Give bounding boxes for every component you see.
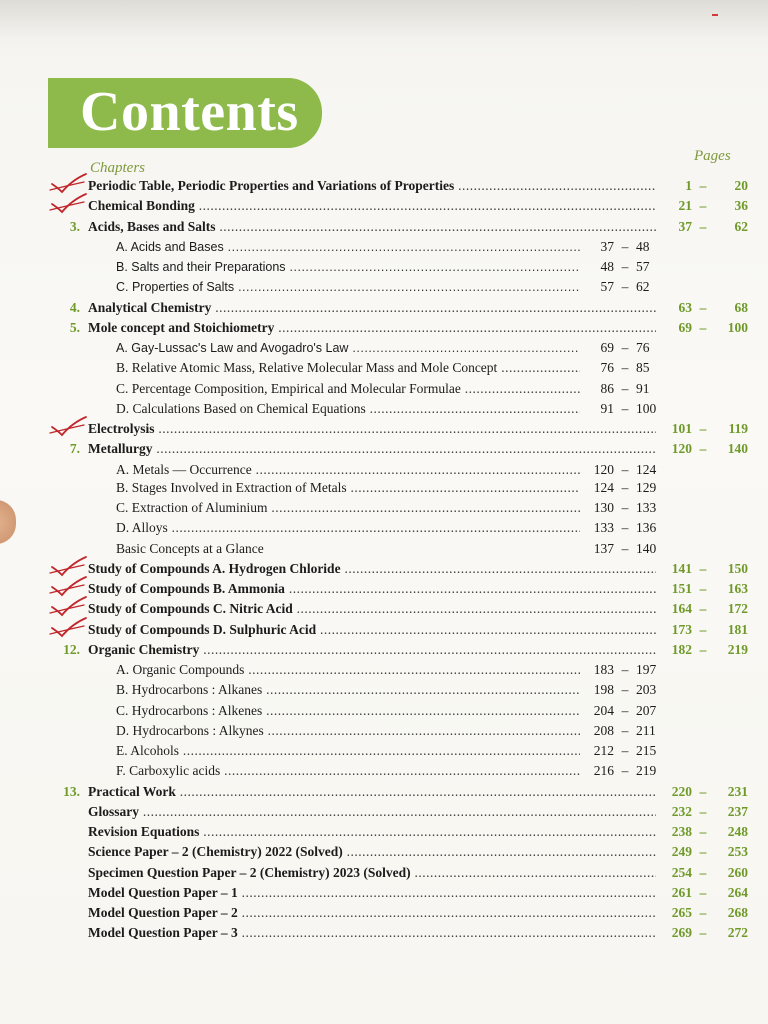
- page-range: 183 – 197: [593, 662, 657, 677]
- page-range: 101 – 119: [671, 421, 748, 436]
- toc-row: [0, 761, 768, 781]
- section-title: C. Extraction of Aluminium .....: [116, 498, 580, 518]
- section-title: Basic Concepts at a Glance: [116, 541, 264, 556]
- pen-mark: [712, 14, 718, 16]
- chapter-title: Periodic Table, Periodic Properties and Variations of Properties .....: [88, 176, 656, 196]
- page-range: 91 – 100: [600, 401, 657, 416]
- chapter-title: Study of Compounds C. Nitric Acid .....: [88, 599, 656, 619]
- toc-row: [0, 237, 768, 257]
- section-title: B. Hydrocarbons : Alkanes .....: [116, 680, 580, 700]
- chapter-title: Electrolysis .....: [88, 419, 656, 439]
- section-title: A. Acids and Bases .....: [116, 237, 580, 257]
- toc-row: [0, 257, 768, 277]
- chapter-title: Analytical Chemistry .....: [88, 298, 656, 318]
- toc-row: [0, 277, 768, 297]
- page-range: 120 – 124: [593, 462, 657, 477]
- page-range: 269 – 272: [671, 925, 748, 940]
- check-mark-icon: [46, 192, 90, 216]
- page-range: 1 – 20: [685, 178, 748, 193]
- chapter-number: 12.: [63, 642, 80, 657]
- toc-row: [0, 478, 768, 498]
- page-top-shadow: [0, 0, 768, 40]
- page-title: Contents: [80, 81, 299, 143]
- toc-row: [0, 923, 768, 943]
- toc-row: [0, 338, 768, 358]
- page-range: 164 – 172: [671, 601, 748, 616]
- toc-row: [0, 379, 768, 399]
- page-range: 265 – 268: [671, 905, 748, 920]
- chapter-title: Study of Compounds B. Ammonia .....: [88, 579, 656, 599]
- page-range: 204 – 207: [593, 703, 657, 718]
- chapters-heading: Chapters: [90, 160, 146, 176]
- page-range: 249 – 253: [671, 844, 748, 859]
- toc-row: [0, 701, 768, 721]
- toc-row: [0, 680, 768, 700]
- page-range: 238 – 248: [671, 824, 748, 839]
- toc-row: [0, 318, 768, 338]
- chapter-title: Mole concept and Stoichiometry .....: [88, 318, 656, 338]
- section-title: B. Salts and their Preparations .....: [116, 257, 580, 277]
- chapter-number: 4.: [69, 300, 80, 315]
- toc-row: [0, 196, 768, 216]
- chapter-title: Organic Chemistry .....: [88, 640, 656, 660]
- page-range: 76 – 85: [600, 360, 650, 375]
- chapter-title: Glossary .....: [88, 802, 656, 822]
- section-title: B. Stages Involved in Extraction of Metals .....: [116, 478, 580, 498]
- section-title: A. Organic Compounds .....: [116, 660, 580, 680]
- chapter-title: Model Question Paper – 2 .....: [88, 903, 656, 923]
- page-range: 86 – 91: [600, 381, 650, 396]
- page-range: 133 – 136: [593, 520, 657, 535]
- page-range: 173 – 181: [671, 622, 748, 637]
- chapter-number: 5.: [69, 320, 80, 335]
- page-range: 220 – 231: [671, 784, 748, 799]
- check-mark-icon: [46, 616, 90, 640]
- toc-row: [0, 599, 768, 619]
- toc-row: [0, 822, 768, 842]
- page-range: 37 – 48: [600, 239, 650, 254]
- chapter-title: Metallurgy .....: [88, 439, 656, 459]
- page-range: 208 – 211: [593, 723, 656, 738]
- chapter-title: Specimen Question Paper – 2 (Chemistry) 2023 (Solved) .....: [88, 863, 656, 883]
- toc-row: [0, 539, 768, 559]
- toc-row: [0, 439, 768, 459]
- chapter-title: Study of Compounds D. Sulphuric Acid .....: [88, 620, 656, 640]
- toc-row: [0, 498, 768, 518]
- page-range: 130 – 133: [593, 500, 657, 515]
- chapter-title: Model Question Paper – 1 .....: [88, 883, 656, 903]
- pages-heading: Pages: [694, 148, 731, 164]
- section-title: A. Metals — Occurrence .....: [116, 460, 580, 480]
- toc-row: [0, 782, 768, 802]
- page-range: 198 – 203: [593, 682, 657, 697]
- page-range: 37 – 62: [678, 219, 748, 234]
- chapter-title: Practical Work .....: [88, 782, 656, 802]
- section-title: F. Carboxylic acids .....: [116, 761, 580, 781]
- toc-row: [0, 863, 768, 883]
- page-range: 120 – 140: [671, 441, 748, 456]
- toc-row: [0, 460, 768, 480]
- page-range: 151 – 163: [671, 581, 748, 596]
- toc-row: [0, 579, 768, 599]
- toc-row: [0, 518, 768, 538]
- page-range: 182 – 219: [671, 642, 748, 657]
- section-title: D. Alloys .....: [116, 518, 580, 538]
- section-title: C. Hydrocarbons : Alkenes .....: [116, 701, 580, 721]
- page-range: 232 – 237: [671, 804, 748, 819]
- toc-row: [0, 842, 768, 862]
- page-range: 57 – 62: [600, 279, 650, 294]
- page-range: 63 – 68: [678, 300, 748, 315]
- section-title: C. Properties of Salts .....: [116, 277, 580, 297]
- page-range: 261 – 264: [671, 885, 748, 900]
- page-range: 216 – 219: [593, 763, 657, 778]
- toc-row: [0, 419, 768, 439]
- chapter-title: Model Question Paper – 3 .....: [88, 923, 656, 943]
- toc-row: [0, 721, 768, 741]
- section-title: B. Relative Atomic Mass, Relative Molecular Mass and Mole Concept .....: [116, 358, 580, 378]
- section-title: A. Gay-Lussac's Law and Avogadro's Law .....: [116, 338, 580, 358]
- chapter-title: Acids, Bases and Salts .....: [88, 217, 656, 237]
- toc-row: [0, 640, 768, 660]
- toc-row: [0, 660, 768, 680]
- page-range: 254 – 260: [671, 865, 748, 880]
- page-range: 21 – 36: [678, 198, 748, 213]
- page-range: 212 – 215: [593, 743, 657, 758]
- page-range: 141 – 150: [671, 561, 748, 576]
- toc-row: [0, 176, 768, 196]
- toc-row: [0, 883, 768, 903]
- toc-row: [0, 217, 768, 237]
- toc-row: [0, 358, 768, 378]
- page-range: 69 – 76: [600, 340, 650, 355]
- page-range: 69 – 100: [678, 320, 748, 335]
- page-range: 124 – 129: [593, 480, 657, 495]
- toc-row: [0, 559, 768, 579]
- toc-row: [0, 298, 768, 318]
- chapter-title: Science Paper – 2 (Chemistry) 2022 (Solved) .....: [88, 842, 656, 862]
- check-mark-icon: [46, 415, 90, 439]
- toc-row: [0, 802, 768, 822]
- toc-row: [0, 620, 768, 640]
- section-title: C. Percentage Composition, Empirical and Molecular Formulae .....: [116, 379, 580, 399]
- chapter-number: 3.: [69, 219, 80, 234]
- section-title: D. Hydrocarbons : Alkynes .....: [116, 721, 580, 741]
- page-range: 137 – 140: [593, 541, 657, 556]
- toc-row: [0, 741, 768, 761]
- chapter-title: Revision Equations .....: [88, 822, 656, 842]
- chapter-number: 7.: [69, 441, 80, 456]
- toc-row: [0, 399, 768, 419]
- chapter-number: 13.: [63, 784, 80, 799]
- chapter-title: Study of Compounds A. Hydrogen Chloride .....: [88, 559, 656, 579]
- chapter-title: Chemical Bonding .....: [88, 196, 656, 216]
- toc-row: [0, 903, 768, 923]
- section-title: E. Alcohols .....: [116, 741, 580, 761]
- section-title: D. Calculations Based on Chemical Equations .....: [116, 399, 580, 419]
- page-range: 48 – 57: [600, 259, 650, 274]
